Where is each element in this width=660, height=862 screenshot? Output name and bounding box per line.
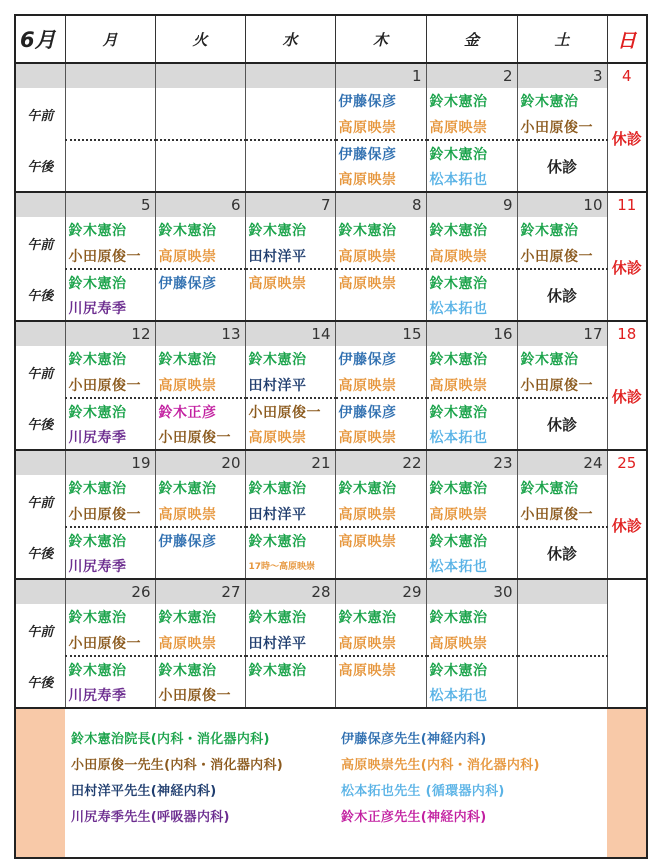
header-row	[15, 15, 647, 63]
doctor-name: 鈴木正彦	[155, 398, 245, 424]
date-row-label-cell	[15, 192, 65, 217]
doctor-name: 高原映崇	[335, 424, 426, 450]
empty-slot	[245, 682, 335, 708]
doctor-name: 鈴木憲治	[155, 475, 245, 501]
date-number: 7	[245, 192, 335, 217]
doctor-name: 高原映崇	[335, 501, 426, 527]
legend-item: 小田原俊一先生(内科・消化器内科)	[71, 758, 283, 773]
doctor-name: 鈴木憲治	[517, 88, 607, 114]
date-number: 13	[155, 321, 245, 346]
empty-slot	[245, 114, 335, 140]
slot-row-am1	[15, 217, 647, 243]
doctor-name: 高原映崇	[155, 243, 245, 269]
doctor-name: 鈴木憲治	[426, 604, 517, 630]
sunday-cell	[607, 475, 647, 579]
closed-label: 休診	[517, 140, 607, 192]
doctor-name: 鈴木憲治	[155, 656, 245, 682]
morning-label: 午前	[15, 88, 65, 140]
doctor-name: 高原映崇	[155, 501, 245, 527]
doctor-name: 川尻寿季	[65, 424, 155, 450]
doctor-name: 松本拓也	[426, 424, 517, 450]
slot-row-pm2	[15, 682, 647, 708]
doctor-name: 鈴木憲治	[426, 140, 517, 166]
date-number	[245, 63, 335, 88]
doctor-name: 高原映崇	[335, 656, 426, 682]
doctor-name: 鈴木憲治	[65, 604, 155, 630]
doctor-name: 伊藤保彦	[155, 269, 245, 295]
date-number: 28	[245, 579, 335, 604]
doctor-name: 鈴木憲治	[245, 527, 335, 553]
sunday-date: 25	[607, 450, 647, 475]
afternoon-label: 午後	[15, 140, 65, 192]
doctor-name: 高原映崇	[155, 630, 245, 656]
doctor-name: 高原映崇	[426, 243, 517, 269]
date-number: 27	[155, 579, 245, 604]
doctor-name: 松本拓也	[426, 682, 517, 708]
doctor-name: 川尻寿季	[65, 682, 155, 708]
date-number: 19	[65, 450, 155, 475]
empty-slot	[517, 604, 607, 630]
doctor-name: 高原映崇	[335, 166, 426, 192]
legend-item: 鈴木憲治院長(内科・消化器内科)	[71, 732, 270, 747]
doctor-name: 鈴木憲治	[245, 346, 335, 372]
day-header-wed: 水	[245, 15, 335, 63]
doctor-name: 鈴木憲治	[517, 346, 607, 372]
date-row	[15, 63, 647, 88]
date-number: 16	[426, 321, 517, 346]
date-number: 23	[426, 450, 517, 475]
empty-slot	[155, 114, 245, 140]
sunday-closed-label: 休診	[611, 259, 642, 277]
date-number: 9	[426, 192, 517, 217]
month-label: 6月	[15, 15, 65, 63]
doctor-name: 小田原俊一	[65, 630, 155, 656]
doctor-name: 鈴木憲治	[245, 475, 335, 501]
doctor-name: 鈴木憲治	[335, 604, 426, 630]
date-row-label-cell	[15, 450, 65, 475]
doctor-name: 高原映崇	[245, 424, 335, 450]
empty-slot	[245, 140, 335, 166]
slot-row-am2	[15, 630, 647, 656]
date-number: 5	[65, 192, 155, 217]
empty-slot	[65, 166, 155, 192]
sunday-date: 11	[607, 192, 647, 217]
date-row	[15, 321, 647, 346]
sunday-cell	[607, 217, 647, 321]
sunday-closed-label: 休診	[611, 130, 642, 148]
doctor-name: 鈴木憲治	[426, 527, 517, 553]
date-row-label-cell	[15, 63, 65, 88]
day-header-tue: 火	[155, 15, 245, 63]
empty-slot	[335, 553, 426, 579]
empty-slot	[155, 88, 245, 114]
slot-row-pm1	[15, 140, 647, 166]
doctor-name: 伊藤保彦	[335, 398, 426, 424]
empty-slot	[517, 630, 607, 656]
closed-label: 休診	[517, 269, 607, 321]
legend-item: 高原映崇先生(内科・消化器内科)	[341, 758, 540, 773]
date-number: 14	[245, 321, 335, 346]
slot-row-pm1	[15, 398, 647, 424]
sunday-cell	[607, 604, 647, 708]
slot-row-am1	[15, 346, 647, 372]
doctor-name: 鈴木憲治	[426, 88, 517, 114]
doctor-name: 鈴木憲治	[65, 269, 155, 295]
legend-row	[15, 708, 647, 858]
date-row	[15, 450, 647, 475]
date-number: 8	[335, 192, 426, 217]
date-number: 30	[426, 579, 517, 604]
doctor-name: 川尻寿季	[65, 295, 155, 321]
date-number	[155, 63, 245, 88]
doctor-name: 鈴木憲治	[155, 217, 245, 243]
doctor-name: 伊藤保彦	[335, 346, 426, 372]
doctor-name: 高原映崇	[426, 114, 517, 140]
doctor-name: 鈴木憲治	[245, 656, 335, 682]
date-number: 21	[245, 450, 335, 475]
closed-label: 休診	[517, 398, 607, 450]
day-header-sat: 土	[517, 15, 607, 63]
doctor-name: 鈴木憲治	[155, 604, 245, 630]
doctor-name: 鈴木憲治	[426, 269, 517, 295]
doctor-name: 田村洋平	[245, 243, 335, 269]
date-row-label-cell	[15, 579, 65, 604]
legend-item: 田村洋平先生(神経内科)	[71, 784, 217, 799]
doctor-name: 小田原俊一	[245, 398, 335, 424]
date-number: 26	[65, 579, 155, 604]
date-number: 20	[155, 450, 245, 475]
doctor-name: 小田原俊一	[517, 114, 607, 140]
day-header-thu: 木	[335, 15, 426, 63]
slot-row-am2	[15, 243, 647, 269]
doctor-name: 小田原俊一	[517, 501, 607, 527]
date-number: 6	[155, 192, 245, 217]
empty-slot	[517, 682, 607, 708]
empty-slot	[245, 166, 335, 192]
empty-slot	[65, 140, 155, 166]
doctor-name: 小田原俊一	[517, 372, 607, 398]
empty-slot	[245, 295, 335, 321]
doctor-name: 鈴木憲治	[517, 475, 607, 501]
sunday-closed-label: 休診	[611, 517, 642, 535]
sunday-cell	[607, 346, 647, 450]
empty-slot	[65, 114, 155, 140]
doctor-name: 高原映崇	[335, 630, 426, 656]
date-number	[517, 579, 607, 604]
slot-row-am1	[15, 88, 647, 114]
empty-slot	[335, 295, 426, 321]
date-number: 15	[335, 321, 426, 346]
doctor-name: 田村洋平	[245, 501, 335, 527]
doctor-name: 鈴木憲治	[517, 217, 607, 243]
date-number: 29	[335, 579, 426, 604]
slot-row-am2	[15, 501, 647, 527]
legend-item: 鈴木正彦先生(神経内科)	[341, 810, 487, 825]
legend-left-band	[15, 708, 65, 858]
day-header-fri: 金	[426, 15, 517, 63]
empty-slot	[517, 656, 607, 682]
date-number: 3	[517, 63, 607, 88]
doctor-name: 鈴木憲治	[65, 346, 155, 372]
doctor-name: 小田原俊一	[155, 424, 245, 450]
legend-item: 川尻寿季先生(呼吸器内科)	[71, 810, 230, 825]
doctor-name: 鈴木憲治	[426, 475, 517, 501]
doctor-name: 松本拓也	[426, 166, 517, 192]
doctor-name: 鈴木憲治	[245, 217, 335, 243]
doctor-name: 川尻寿季	[65, 553, 155, 579]
closed-label: 休診	[517, 527, 607, 579]
date-number: 10	[517, 192, 607, 217]
date-number: 22	[335, 450, 426, 475]
slot-row-am1	[15, 604, 647, 630]
doctor-name: 鈴木憲治	[65, 475, 155, 501]
doctor-name: 鈴木憲治	[335, 475, 426, 501]
doctor-name: 鈴木憲治	[65, 398, 155, 424]
doctor-name: 田村洋平	[245, 630, 335, 656]
morning-label: 午前	[15, 475, 65, 527]
date-number: 1	[335, 63, 426, 88]
slot-row-pm1	[15, 269, 647, 295]
doctor-name: 伊藤保彦	[155, 527, 245, 553]
doctor-name: 松本拓也	[426, 553, 517, 579]
sunday-date: 4	[607, 63, 647, 88]
doctor-name: 小田原俊一	[65, 501, 155, 527]
legend	[65, 708, 607, 858]
doctor-name: 鈴木憲治	[426, 656, 517, 682]
doctor-name: 鈴木憲治	[65, 656, 155, 682]
date-number: 17	[517, 321, 607, 346]
sunday-cell	[607, 88, 647, 192]
doctor-name: 高原映崇	[335, 269, 426, 295]
legend-item: 伊藤保彦先生(神経内科)	[341, 732, 487, 747]
date-number: 24	[517, 450, 607, 475]
sunday-date: 18	[607, 321, 647, 346]
morning-label: 午前	[15, 217, 65, 269]
legend-right-band	[607, 708, 647, 858]
doctor-name: 高原映崇	[335, 527, 426, 553]
doctor-name: 鈴木憲治	[426, 398, 517, 424]
doctor-name: 伊藤保彦	[335, 140, 426, 166]
empty-slot	[245, 88, 335, 114]
afternoon-label: 午後	[15, 398, 65, 450]
doctor-name: 鈴木憲治	[155, 346, 245, 372]
doctor-name: 高原映崇	[335, 114, 426, 140]
morning-label: 午前	[15, 604, 65, 656]
legend-item: 松本拓也先生 (循環器内科)	[341, 784, 505, 799]
doctor-name: 高原映崇	[335, 372, 426, 398]
doctor-name: 鈴木憲治	[65, 527, 155, 553]
doctor-name: 高原映崇	[426, 630, 517, 656]
empty-slot	[65, 88, 155, 114]
date-row-label-cell	[15, 321, 65, 346]
doctor-name: 伊藤保彦	[335, 88, 426, 114]
afternoon-label: 午後	[15, 527, 65, 579]
empty-slot	[335, 682, 426, 708]
doctor-name: 小田原俊一	[517, 243, 607, 269]
morning-label: 午前	[15, 346, 65, 398]
doctor-name: 鈴木憲治	[335, 217, 426, 243]
doctor-name: 松本拓也	[426, 295, 517, 321]
empty-slot	[155, 166, 245, 192]
doctor-name: 鈴木憲治	[426, 217, 517, 243]
doctor-name: 小田原俊一	[155, 682, 245, 708]
empty-slot	[155, 140, 245, 166]
date-number: 12	[65, 321, 155, 346]
clinic-schedule-calendar	[14, 14, 648, 859]
empty-slot	[155, 553, 245, 579]
doctor-name: 鈴木憲治	[245, 604, 335, 630]
slot-row-pm1	[15, 656, 647, 682]
doctor-name: 小田原俊一	[65, 243, 155, 269]
empty-slot	[155, 295, 245, 321]
doctor-name: 鈴木憲治	[65, 217, 155, 243]
date-row	[15, 579, 647, 604]
slot-row-am2	[15, 372, 647, 398]
doctor-name: 高原映崇	[335, 243, 426, 269]
schedule-note: 17時～高原映崇	[245, 553, 335, 579]
doctor-name: 田村洋平	[245, 372, 335, 398]
afternoon-label: 午後	[15, 656, 65, 708]
slot-row-am2	[15, 114, 647, 140]
slot-row-am1	[15, 475, 647, 501]
afternoon-label: 午後	[15, 269, 65, 321]
sunday-closed-label: 休診	[611, 388, 642, 406]
slot-row-pm1	[15, 527, 647, 553]
doctor-name: 高原映崇	[426, 501, 517, 527]
date-row	[15, 192, 647, 217]
day-header-mon: 月	[65, 15, 155, 63]
doctor-name: 小田原俊一	[65, 372, 155, 398]
doctor-name: 高原映崇	[155, 372, 245, 398]
doctor-name: 高原映崇	[245, 269, 335, 295]
day-header-sun: 日	[607, 15, 647, 63]
sunday-date	[607, 579, 647, 604]
doctor-name: 高原映崇	[426, 372, 517, 398]
date-number: 2	[426, 63, 517, 88]
date-number	[65, 63, 155, 88]
doctor-name: 鈴木憲治	[426, 346, 517, 372]
